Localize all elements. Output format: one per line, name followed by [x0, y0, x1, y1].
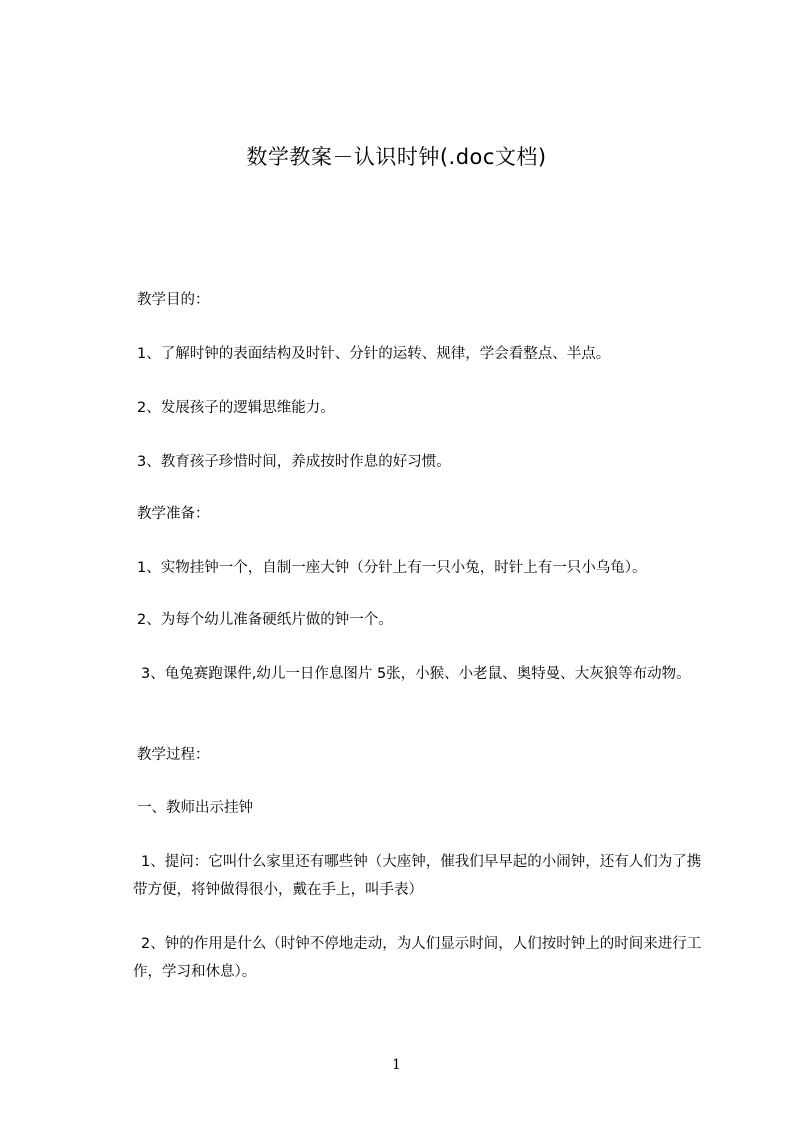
paragraph-process-step-1: 一、教师出示挂钟 — [137, 800, 253, 816]
paragraph-question-2: 2、钟的作用是什么（时钟不停地走动，为人们显示时间，人们按时钟上的时间来进行工作，学习和休息）。 — [133, 936, 702, 980]
paragraph-process-heading: 教学过程： — [137, 747, 210, 763]
paragraph-preparation-1: 1、实物挂钟一个，自制一座大钟（分针上有一只小兔，时针上有一只小乌龟）。 — [137, 560, 647, 576]
paragraph-preparation-heading: 教学准备： — [137, 506, 210, 522]
paragraph-goal-1: 1、了解时钟的表面结构及时针、分针的运转、规律，学会看整点、半点。 — [137, 346, 611, 362]
paragraph-goal-2: 2、发展孩子的逻辑思维能力。 — [137, 400, 335, 416]
paragraph-goal-3: 3、教育孩子珍惜时间，养成按时作息的好习惯。 — [137, 454, 451, 470]
paragraph-preparation-2: 2、为每个幼儿准备硬纸片做的钟一个。 — [137, 612, 393, 628]
document-title: 数学教案－认识时钟(.doc文档) — [246, 145, 547, 169]
paragraph-question-1: 1、提问：它叫什么家里还有哪些钟（大座钟，催我们早早起的小闹钟，还有人们为了携带方便，将钟做得很小，戴在手上，叫手表） — [133, 854, 702, 898]
paragraph-teaching-goals-heading: 教学目的： — [137, 292, 210, 308]
page-number: 1 — [392, 1057, 401, 1073]
paragraph-preparation-3: 3、龟兔赛跑课件,幼儿一日作息图片 5张，小猴、小老鼠、奥特曼、大灰狼等布动物。 — [141, 666, 691, 682]
